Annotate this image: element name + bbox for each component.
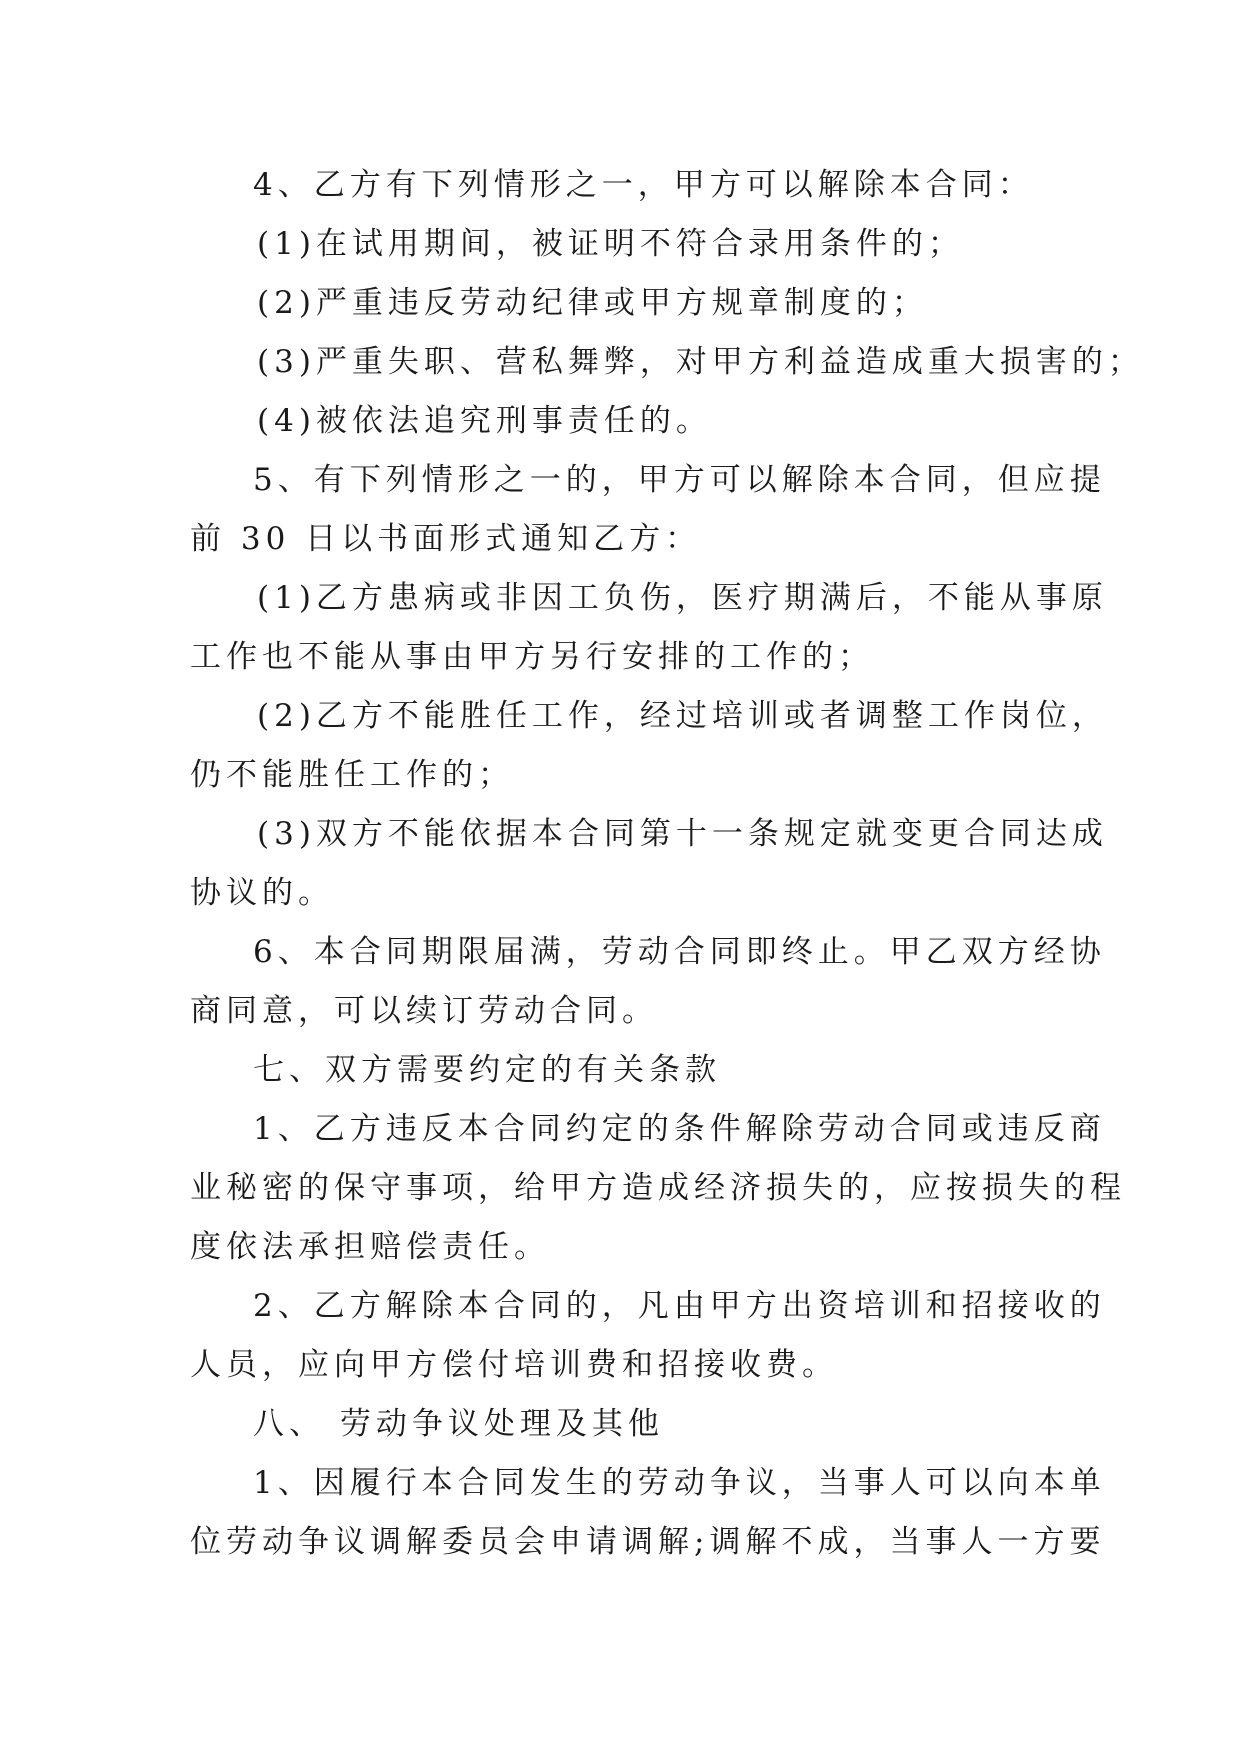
clause-5-item-3-cont: 协议的。 bbox=[190, 875, 334, 911]
section-8-clause-1: 1、因履行本合同发生的劳动争议，当事人可以向本单 bbox=[253, 1465, 1106, 1501]
clause-5-heading: 5、有下列情形之一的，甲方可以解除本合同，但应提 bbox=[253, 462, 1106, 498]
section-7-clause-1-cont-1: 业秘密的保守事项，给甲方造成经济损失的，应按损失的程 bbox=[190, 1170, 1126, 1206]
clause-6: 6、本合同期限届满，劳动合同即终止。甲乙双方经协 bbox=[253, 934, 1106, 970]
section-7-clause-2-cont: 人员，应向甲方偿付培训费和招接收费。 bbox=[190, 1347, 838, 1383]
clause-5-item-1: (1)乙方患病或非因工负伤，医疗期满后，不能从事原 bbox=[257, 580, 1108, 616]
section-8-clause-1-cont: 位劳动争议调解委员会申请调解;调解不成，当事人一方要 bbox=[190, 1524, 1106, 1560]
clause-4-item-1: (1)在试用期间，被证明不符合录用条件的； bbox=[257, 226, 964, 262]
section-7-clause-1: 1、乙方违反本合同约定的条件解除劳动合同或违反商 bbox=[253, 1111, 1106, 1147]
clause-4-item-4: (4)被依法追究刑事责任的。 bbox=[257, 403, 712, 439]
clause-5-item-2: (2)乙方不能胜任工作，经过培训或者调整工作岗位， bbox=[257, 698, 1108, 734]
clause-5-item-2-cont: 仍不能胜任工作的； bbox=[190, 757, 514, 793]
clause-5-heading-cont: 前 30 日以书面形式通知乙方： bbox=[190, 521, 702, 557]
section-7-heading: 七、双方需要约定的有关条款 bbox=[253, 1052, 721, 1088]
section-8-heading: 八、 劳动争议处理及其他 bbox=[253, 1406, 664, 1442]
clause-4-item-3: (3)严重失职、营私舞弊，对甲方利益造成重大损害的； bbox=[257, 344, 1144, 380]
section-7-clause-2: 2、乙方解除本合同的，凡由甲方出资培训和招接收的 bbox=[253, 1288, 1106, 1324]
clause-4-item-2: (2)严重违反劳动纪律或甲方规章制度的； bbox=[257, 285, 928, 321]
clause-5-item-3: (3)双方不能依据本合同第十一条规定就变更合同达成 bbox=[257, 816, 1108, 852]
clause-4-heading: 4、乙方有下列情形之一，甲方可以解除本合同： bbox=[253, 167, 1034, 203]
clause-5-item-1-cont: 工作也不能从事由甲方另行安排的工作的； bbox=[190, 639, 874, 675]
clause-6-cont: 商同意，可以续订劳动合同。 bbox=[190, 993, 658, 1029]
section-7-clause-1-cont-2: 度依法承担赔偿责任。 bbox=[190, 1229, 550, 1265]
